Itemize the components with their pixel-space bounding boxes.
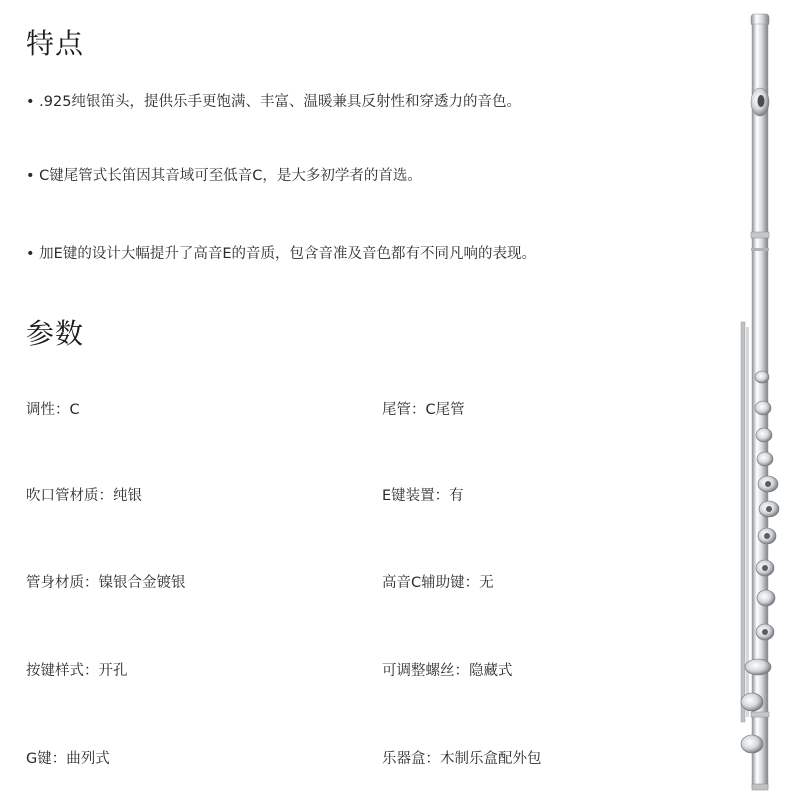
param-high-c-trill: 高音C辅助键：无 [382, 575, 494, 591]
features-heading: 特点 [26, 27, 85, 60]
feature-item-3: • 加E键的设计大幅提升了高音E的音质，包含音准及音色都有不同凡响的表现。 [26, 246, 536, 262]
feature-item-2: • C键尾管式长笛因其音域可至低音C，是大多初学者的首选。 [26, 168, 422, 184]
param-key: 调性：C [26, 402, 80, 418]
param-headjoint-material: 吹口管材质：纯银 [26, 488, 142, 504]
feature-item-1: • .925纯银笛头，提供乐手更饱满、丰富、温暖兼具反射性和穿透力的音色。 [26, 94, 521, 110]
param-body-material: 管身材质：镍银合金镀银 [26, 575, 186, 591]
param-adjust-screw: 可调整螺丝：隐藏式 [382, 663, 513, 679]
params-heading: 参数 [26, 317, 85, 350]
param-case: 乐器盒：木制乐盒配外包 [382, 751, 542, 767]
flute-image [732, 12, 792, 792]
param-key-style: 按键样式：开孔 [26, 663, 128, 679]
param-g-key: G键：曲列式 [26, 751, 110, 767]
param-footjoint: 尾管：C尾管 [382, 402, 465, 418]
param-e-mechanism: E键装置：有 [382, 488, 464, 504]
